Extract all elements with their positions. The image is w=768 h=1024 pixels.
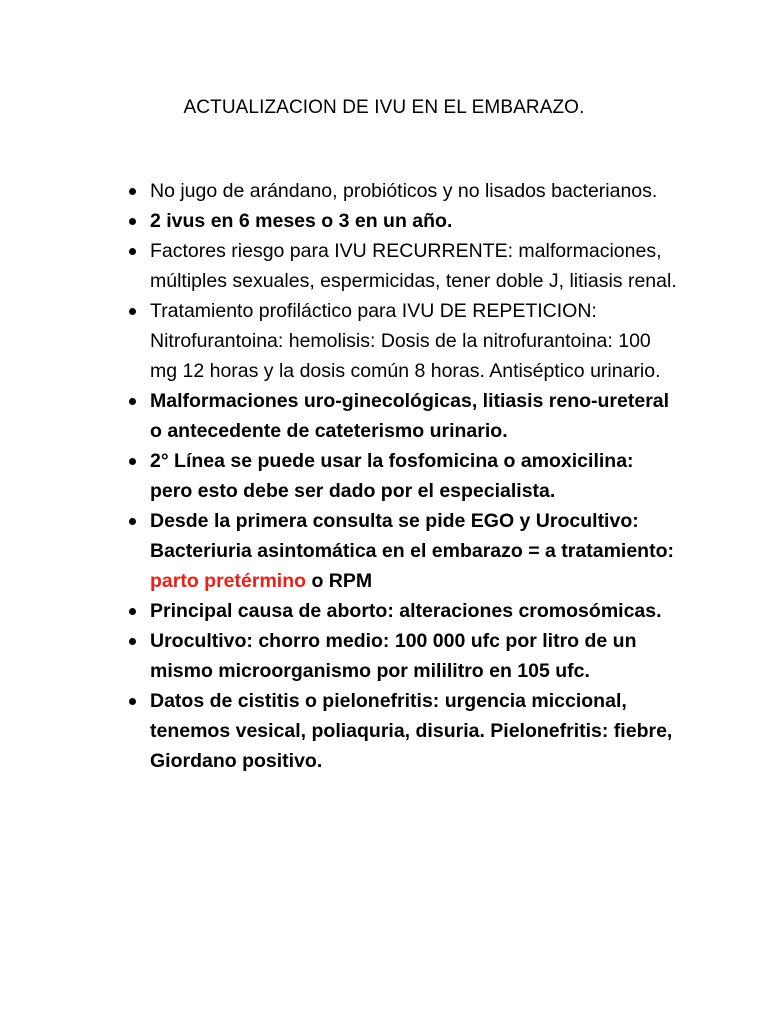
list-item-text: No jugo de arándano, probióticos y no lisados bacterianos.	[150, 180, 658, 202]
list-item	[150, 686, 680, 776]
list-item	[150, 506, 680, 596]
list-item-text: Factores riesgo para IVU RECURRENTE: malformaciones, múltiples sexuales, espermicidas, tener doble J, litiasis renal.	[150, 240, 677, 292]
highlighted-text: parto pretérmino	[150, 570, 307, 592]
list-item	[150, 236, 680, 296]
bullet-icon	[129, 608, 136, 615]
list-item	[150, 176, 680, 206]
list-item-text-end: o RPM	[306, 570, 373, 592]
list-item	[150, 386, 680, 446]
bullet-icon	[129, 218, 136, 225]
document-title: ACTUALIZACION DE IVU EN EL EMBARAZO.	[183, 97, 585, 118]
bullet-icon	[129, 518, 136, 525]
list-item	[150, 596, 680, 626]
list-item-text: 2° Línea se puede usar la fosfomicina o amoxicilina: pero esto debe ser dado por el especialista.	[150, 450, 634, 502]
list-item-text: Urocultivo: chorro medio: 100 000 ufc por litro de un mismo microorganismo por mililitro en 105 ufc.	[150, 630, 637, 682]
bullet-list	[150, 176, 680, 776]
list-item-text: Tratamiento profiláctico para IVU DE REPETICION: Nitrofurantoina: hemolisis: Dosis de la nitrofurantoina: 100 mg 12 horas y la dosis común 8 horas. Antiséptico urinario.	[150, 300, 661, 382]
list-item-text: Principal causa de aborto: alteraciones cromosómicas.	[150, 600, 662, 622]
list-item	[150, 206, 680, 236]
list-item	[150, 446, 680, 506]
bullet-icon	[129, 188, 136, 195]
bullet-icon	[129, 398, 136, 405]
bullet-icon	[129, 458, 136, 465]
list-item-text: 2 ivus en 6 meses o 3 en un año.	[150, 210, 453, 232]
list-item	[150, 626, 680, 686]
bullet-icon	[129, 248, 136, 255]
bullet-icon	[129, 698, 136, 705]
list-item-text: Datos de cistitis o pielonefritis: urgencia miccional, tenemos vesical, poliaquria, disuria. Pielonefritis: fiebre, Giordano positivo.	[150, 690, 673, 772]
list-item-text-start: Desde la primera consulta se pide EGO y Urocultivo: Bacteriuria asintomática en el embarazo = a tratamiento:	[150, 510, 674, 562]
bullet-icon	[129, 308, 136, 315]
list-item-text: Malformaciones uro-ginecológicas, litiasis reno-ureteral o antecedente de cateterismo urinario.	[150, 390, 670, 442]
list-item	[150, 296, 680, 386]
bullet-icon	[129, 638, 136, 645]
